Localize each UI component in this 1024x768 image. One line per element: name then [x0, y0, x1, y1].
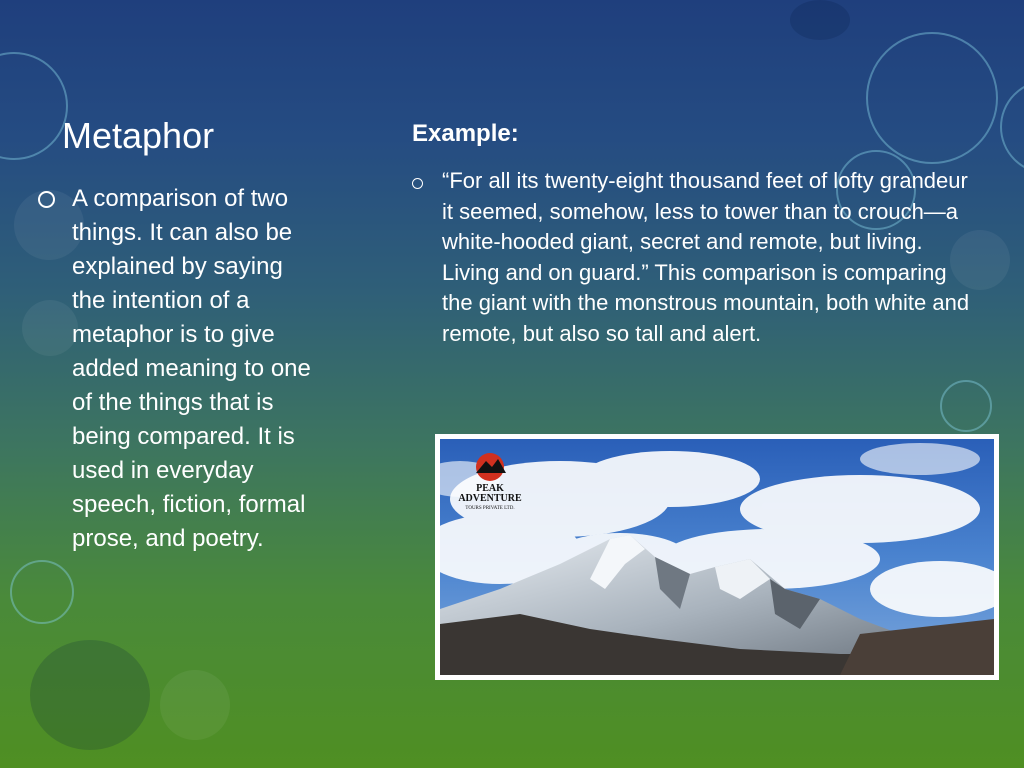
- mountain-image: [440, 439, 994, 675]
- background-bokeh-circle: [10, 560, 74, 624]
- circle-bullet-icon: [412, 178, 423, 189]
- example-text: “For all its twenty-eight thousand feet of lofty grandeur it seemed, somehow, less to tower than to crouch—a white-hooded giant, secret and remote, but living. Living and on guard.” This comparison is comparing the giant with the monstrous mountain, both white and remote, but also so tall and alert.: [442, 168, 970, 346]
- ring-bullet-icon: [38, 191, 55, 208]
- example-bullet-list: [412, 166, 972, 349]
- background-bokeh-circle: [0, 52, 68, 160]
- bullet-item: [412, 166, 972, 349]
- background-bokeh-circle: [1000, 80, 1024, 174]
- background-bokeh-circle: [790, 0, 850, 40]
- background-bokeh-circle: [30, 640, 150, 750]
- background-bokeh-circle: [160, 670, 230, 740]
- background-bokeh-circle: [940, 380, 992, 432]
- slide-title: Metaphor: [62, 115, 215, 156]
- background-bokeh-circle: [866, 32, 998, 164]
- left-bullet-list: [38, 182, 318, 556]
- example-heading: Example:: [412, 120, 519, 147]
- mountain-photo: [435, 434, 999, 680]
- bullet-item: [38, 182, 318, 556]
- logo-line2: ADVENTURE: [458, 493, 522, 504]
- definition-text: A comparison of two things. It can also be explained by saying the intention of a metaphor is to give added meaning to one of the things that is being compared. It is used in everyday speech, fiction, formal prose, and poetry.: [72, 185, 311, 552]
- logo-line3: TOURS PRIVATE LTD.: [465, 506, 515, 511]
- logo-line1: PEAK: [476, 483, 504, 494]
